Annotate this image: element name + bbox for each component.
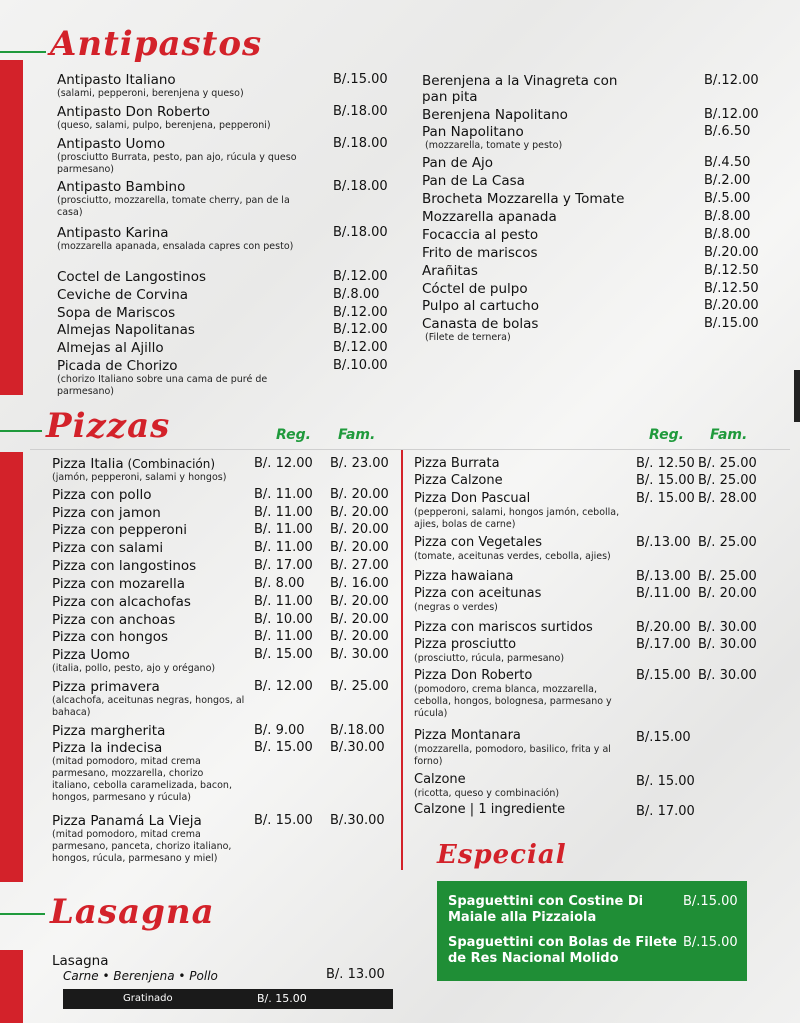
pizza-desc: (ricotta, queso y combinación): [414, 788, 560, 799]
antipasto-name: Picada de Chorizo: [57, 358, 178, 374]
antipasto-price: B/.12.00: [333, 322, 388, 337]
lasagna-name: Lasagna: [52, 953, 109, 969]
antipasto-name: Berenjena Napolitano: [422, 107, 568, 123]
pizza-fam-price: B/. 30.00: [698, 668, 757, 683]
antipasto-price: B/.18.00: [333, 179, 388, 194]
lasagna-title: Lasagna: [50, 892, 215, 932]
antipasto-name: Almejas al Ajillo: [57, 340, 164, 356]
pizza-name: Pizza con mariscos surtidos: [414, 620, 593, 635]
pizza-name: [52, 813, 202, 829]
pizza-reg-price: B/. 11.00: [254, 594, 313, 609]
antipasto-price: B/.12.00: [704, 73, 759, 88]
pizza-reg-price: B/. 11.00: [254, 505, 313, 520]
pizzas-column-divider: [401, 450, 403, 870]
pizza-fam-price: B/. 20.00: [698, 586, 757, 601]
pizza-fam-price: B/. 20.00: [330, 505, 389, 520]
pizza-desc: (pepperoni, salami, hongos jamón, cebolla, ajies, bolas de carne): [414, 507, 620, 530]
antipasto-price: B/.12.50: [704, 263, 759, 278]
especial-item-price: B/.15.00: [683, 935, 738, 950]
antipastos-rule: [0, 51, 46, 53]
red-bar-lasagna: [0, 950, 23, 1023]
pizza-desc: (italia, pollo, pesto, ajo y orégano): [52, 663, 216, 674]
pizza-name: Pizza con aceitunas: [414, 586, 542, 601]
pizza-reg-price: B/. 11.00: [254, 629, 313, 644]
pizza-name-text: Pizza margherita: [52, 723, 166, 739]
pizza-fam-price: B/. 20.00: [330, 612, 389, 627]
pizza-reg-price: B/. 15.00: [636, 473, 695, 488]
antipastos-title: Antipastos: [50, 24, 263, 64]
pizza-reg-price: B/. 12.00: [254, 456, 313, 471]
pizza-name-text: Pizza con pepperoni: [52, 522, 187, 538]
pizza-reg-price: B/. 15.00: [636, 491, 695, 506]
pizza-name: Pizza Burrata: [414, 456, 500, 471]
pizza-name-text: Pizza primavera: [52, 679, 160, 695]
pizza-name: [52, 740, 162, 756]
pizza-name: [52, 612, 175, 628]
pizzas-right-reg-header: Reg.: [649, 427, 684, 443]
especial-item-name: Spaguettini con Bolas de Filete de Res Nacional Molido: [448, 935, 677, 966]
antipasto-desc: (prosciutto, mozzarella, tomate cherry, pan de la casa): [57, 195, 290, 218]
pizza-reg-price: B/. 11.00: [254, 540, 313, 555]
pizza-name: [52, 487, 151, 503]
page-edge-tab: [794, 370, 800, 422]
especial-title: Especial: [437, 840, 567, 870]
pizza-name: Pizza Calzone: [414, 473, 503, 488]
antipasto-name: Pan de La Casa: [422, 173, 525, 189]
antipasto-name: Mozzarella apanada: [422, 209, 557, 225]
antipasto-price: B/.6.50: [704, 124, 751, 139]
pizza-reg-price: B/. 12.50: [636, 456, 695, 471]
pizza-fam-price: B/. 25.00: [698, 456, 757, 471]
antipasto-name: Ceviche de Corvina: [57, 287, 189, 303]
antipasto-desc: (queso, salami, pulpo, berenjena, pepperoni): [57, 120, 271, 131]
pizza-fam-price: B/. 20.00: [330, 540, 389, 555]
pizzas-header-rule: [30, 449, 790, 450]
pizza-name-text: Pizza con pollo: [52, 487, 152, 503]
antipasto-price: B/.12.50: [704, 281, 759, 296]
lasagna-variants: Carne • Berenjena • Pollo: [63, 969, 218, 983]
pizza-name-suffix: (Combinación): [123, 457, 216, 471]
pizza-name: [52, 540, 163, 556]
pizza-name-text: Pizza con langostinos: [52, 558, 197, 574]
pizza-fam-price: B/.30.00: [330, 740, 385, 755]
antipasto-price: B/.8.00: [704, 209, 751, 224]
pizza-reg-price: B/. 11.00: [254, 487, 313, 502]
pizza-name: Calzone | 1 ingrediente: [414, 802, 566, 817]
pizza-desc: (prosciutto, rúcula, parmesano): [414, 653, 565, 664]
antipasto-price: B/.15.00: [704, 316, 759, 331]
gratinado-label: Gratinado: [123, 993, 173, 1004]
pizzas-rule: [0, 430, 42, 432]
pizza-fam-price: B/.18.00: [330, 723, 385, 738]
pizza-desc: (tomate, aceitunas verdes, cebolla, ajies): [414, 551, 611, 562]
antipasto-name: Frito de mariscos: [422, 245, 538, 261]
pizza-name-text: Pizza Panamá La Vieja: [52, 813, 202, 829]
pizza-desc: (alcachofa, aceitunas negras, hongos, al bahaca): [52, 695, 245, 718]
pizza-fam-price: B/. 16.00: [330, 576, 389, 591]
pizza-reg-price: B/. 15.00: [636, 774, 695, 789]
pizza-reg-price: B/. 9.00: [254, 723, 305, 738]
antipasto-name: Focaccia al pesto: [422, 227, 539, 243]
pizza-name: Pizza con Vegetales: [414, 535, 542, 550]
red-bar-antipastos: [0, 60, 23, 395]
pizza-reg-price: B/. 11.00: [254, 522, 313, 537]
antipasto-name: Cóctel de pulpo: [422, 281, 528, 297]
pizza-reg-price: B/. 8.00: [254, 576, 305, 591]
pizza-fam-price: B/. 30.00: [698, 620, 757, 635]
pizza-name: Pizza Montanara: [414, 728, 521, 743]
pizza-name: [52, 456, 215, 472]
pizza-desc: (jamón, pepperoni, salami y hongos): [52, 472, 227, 483]
pizza-name-text: Pizza con alcachofas: [52, 594, 191, 610]
pizza-name: [52, 594, 191, 610]
pizza-name-text: Pizza con mozarella: [52, 576, 185, 592]
pizza-desc: (mitad pomodoro, mitad crema parmesano, panceta, chorizo italiano, hongos, rúcula, parmesano y miel): [52, 829, 232, 864]
antipasto-price: B/.18.00: [333, 225, 388, 240]
pizza-fam-price: B/. 20.00: [330, 487, 389, 502]
antipasto-price: B/.15.00: [333, 72, 388, 87]
especial-item-name: Spaguettini con Costine Di Maiale alla Pizzaiola: [448, 894, 644, 925]
antipasto-name: Pan de Ajo: [422, 155, 494, 171]
antipasto-price: B/.20.00: [704, 245, 759, 260]
antipasto-name: Arañitas: [422, 263, 478, 279]
pizzas-right-fam-header: Fam.: [710, 427, 748, 443]
pizza-reg-price: B/. 15.00: [254, 740, 313, 755]
pizza-name-text: Pizza la indecisa: [52, 740, 163, 756]
pizza-fam-price: B/. 20.00: [330, 522, 389, 537]
antipasto-name: Berenjena a la Vinagreta con pan pita: [422, 73, 618, 105]
pizza-name-text: Pizza con hongos: [52, 629, 169, 645]
antipasto-price: B/.8.00: [333, 287, 380, 302]
lasagna-rule: [0, 913, 45, 915]
antipasto-name: Brocheta Mozzarella y Tomate: [422, 191, 625, 207]
pizza-name-text: Pizza con anchoas: [52, 612, 176, 628]
red-bar-pizzas: [0, 452, 23, 882]
pizza-reg-price: B/. 10.00: [254, 612, 313, 627]
pizza-name: [52, 629, 168, 645]
pizza-reg-price: B/. 17.00: [636, 804, 695, 819]
pizza-reg-price: B/. 15.00: [254, 647, 313, 662]
pizza-name: [52, 505, 161, 521]
pizza-name: [52, 576, 185, 592]
antipasto-name: Antipasto Italiano: [57, 72, 176, 88]
antipasto-price: B/.20.00: [704, 298, 759, 313]
pizza-reg-price: B/.13.00: [636, 569, 691, 584]
antipasto-name: Coctel de Langostinos: [57, 269, 207, 285]
antipasto-name: Pan Napolitano: [422, 124, 524, 140]
pizza-name: Calzone: [414, 772, 466, 787]
antipasto-price: B/.12.00: [333, 269, 388, 284]
pizza-fam-price: B/. 25.00: [698, 473, 757, 488]
antipasto-desc: (mozzarella, tomate y pesto): [425, 140, 563, 151]
antipasto-price: B/.5.00: [704, 191, 751, 206]
antipasto-name: Antipasto Karina: [57, 225, 169, 241]
antipasto-price: B/.12.00: [704, 107, 759, 122]
pizza-reg-price: B/. 12.00: [254, 679, 313, 694]
pizzas-left-fam-header: Fam.: [338, 427, 376, 443]
pizza-fam-price: B/.30.00: [330, 813, 385, 828]
antipasto-price: B/.12.00: [333, 340, 388, 355]
pizza-fam-price: B/. 20.00: [330, 594, 389, 609]
pizza-reg-price: B/. 15.00: [254, 813, 313, 828]
antipasto-price: B/.10.00: [333, 358, 388, 373]
pizza-name: Pizza prosciutto: [414, 637, 517, 652]
pizza-name: Pizza hawaiana: [414, 569, 514, 584]
antipasto-price: B/.2.00: [704, 173, 751, 188]
antipasto-name: Sopa de Mariscos: [57, 305, 176, 321]
antipasto-name: Antipasto Uomo: [57, 136, 166, 152]
pizza-name-text: Pizza con salami: [52, 540, 164, 556]
lasagna-price: B/. 13.00: [326, 967, 385, 982]
pizza-reg-price: B/.17.00: [636, 637, 691, 652]
pizza-desc: (negras o verdes): [414, 602, 498, 613]
pizza-fam-price: B/. 20.00: [330, 629, 389, 644]
pizza-fam-price: B/. 30.00: [330, 647, 389, 662]
antipasto-name: Antipasto Don Roberto: [57, 104, 211, 120]
pizza-fam-price: B/. 25.00: [698, 569, 757, 584]
pizza-name: [52, 723, 165, 739]
pizza-name: Pizza Don Pascual: [414, 491, 531, 506]
pizza-name: [52, 558, 196, 574]
pizza-fam-price: B/. 30.00: [698, 637, 757, 652]
antipasto-desc: (mozzarella apanada, ensalada capres con pesto): [57, 241, 294, 252]
antipasto-desc: (salami, pepperoni, berenjena y queso): [57, 88, 244, 99]
pizza-reg-price: B/.13.00: [636, 535, 691, 550]
pizza-name: [52, 647, 130, 663]
antipasto-name: Antipasto Bambino: [57, 179, 186, 195]
antipasto-desc: (chorizo Italiano sobre una cama de puré de parmesano): [57, 374, 268, 397]
pizza-reg-price: B/.11.00: [636, 586, 691, 601]
pizza-fam-price: B/. 27.00: [330, 558, 389, 573]
antipasto-name: Pulpo al cartucho: [422, 298, 539, 314]
pizza-reg-price: B/. 17.00: [254, 558, 313, 573]
gratinado-bar: [63, 989, 393, 1009]
antipasto-price: B/.12.00: [333, 305, 388, 320]
pizza-reg-price: B/.20.00: [636, 620, 691, 635]
antipasto-desc: (prosciutto Burrata, pesto, pan ajo, rúcula y queso parmesano): [57, 152, 297, 175]
pizza-name-text: Pizza con jamon: [52, 505, 161, 521]
pizza-desc: (pomodoro, crema blanca, mozzarella, cebolla, hongos, bolognesa, parmesano y rúcula): [414, 684, 612, 719]
pizzas-title: Pizzas: [46, 406, 171, 446]
pizza-fam-price: B/. 25.00: [698, 535, 757, 550]
pizza-desc: (mozzarella, pomodoro, basilico, frita y al forno): [414, 744, 611, 767]
antipasto-name: Almejas Napolitanas: [57, 322, 195, 338]
antipasto-desc: (Filete de ternera): [425, 332, 511, 343]
antipasto-price: B/.8.00: [704, 227, 751, 242]
pizza-reg-price: B/.15.00: [636, 668, 691, 683]
pizza-reg-price: B/.15.00: [636, 730, 691, 745]
pizza-desc: (mitad pomodoro, mitad crema parmesano, mozzarella, chorizo italiano, cebolla caramelizada, bacon, hongos, parmesano y rúcula): [52, 756, 232, 803]
pizza-fam-price: B/. 25.00: [330, 679, 389, 694]
pizza-name-text: Pizza Italia: [52, 456, 124, 472]
pizza-fam-price: B/. 23.00: [330, 456, 389, 471]
gratinado-price: B/. 15.00: [257, 992, 307, 1005]
especial-item-price: B/.15.00: [683, 894, 738, 909]
pizza-name: [52, 679, 160, 695]
pizza-name: [52, 522, 187, 538]
pizza-name: Pizza Don Roberto: [414, 668, 533, 683]
pizza-fam-price: B/. 28.00: [698, 491, 757, 506]
pizzas-left-reg-header: Reg.: [276, 427, 311, 443]
antipasto-price: B/.18.00: [333, 136, 388, 151]
antipasto-price: B/.4.50: [704, 155, 751, 170]
antipasto-price: B/.18.00: [333, 104, 388, 119]
antipasto-name: Canasta de bolas: [422, 316, 539, 332]
pizza-name-text: Pizza Uomo: [52, 647, 130, 663]
